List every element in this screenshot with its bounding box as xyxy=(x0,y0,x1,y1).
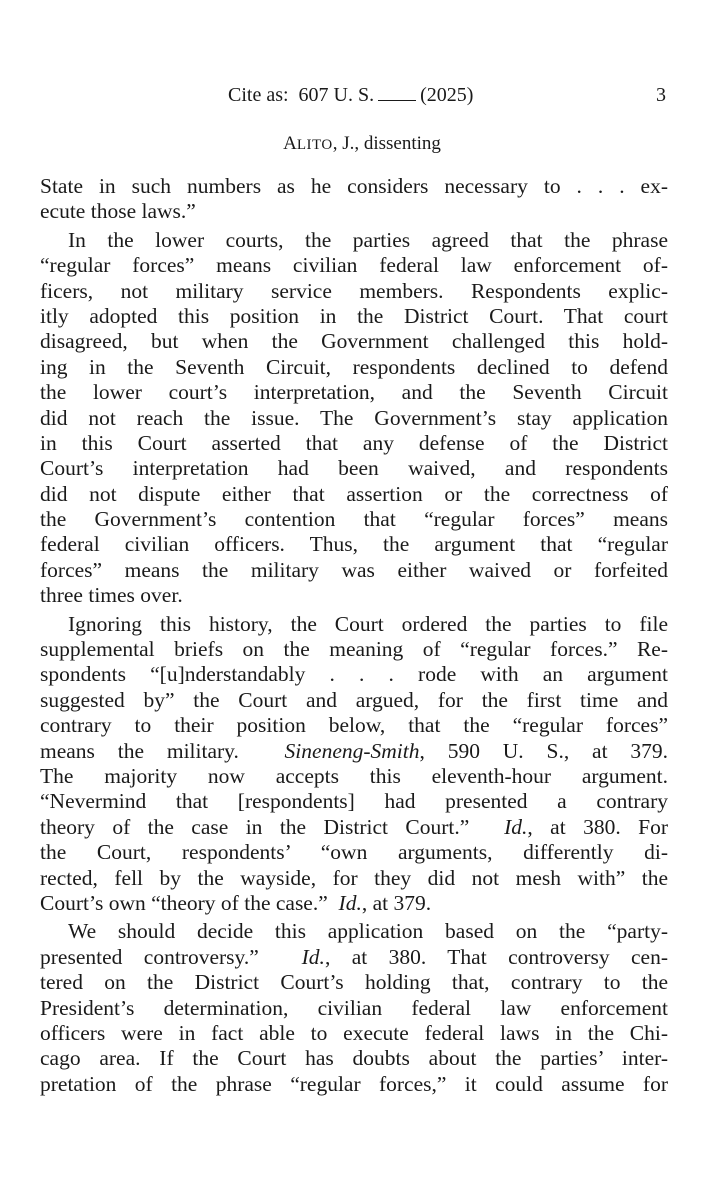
paragraph-4 xyxy=(40,919,668,1097)
paragraph-1 xyxy=(40,174,668,225)
text-line: suggested by” the Court and argued, for the first time and xyxy=(40,687,668,712)
paragraph-2 xyxy=(40,228,668,609)
line-text: presented controversy.” xyxy=(40,944,259,969)
text-line: ecute those laws.” xyxy=(40,199,196,224)
text-line: The majority now accepts this eleventh-hour argument. xyxy=(40,763,668,788)
text-line: “regular forces” means civilian federal law enforcement of- xyxy=(40,253,668,278)
text-line: forces” means the military was either waived or forfeited xyxy=(40,557,668,582)
line-text: theory of the case in the District Court.” xyxy=(40,814,470,839)
author-suffix: , J., dissenting xyxy=(332,133,441,154)
text-line xyxy=(40,739,668,764)
text-line: State in such numbers as he considers necessary to . . . ex- xyxy=(40,174,668,198)
text-line: three times over. xyxy=(40,583,183,608)
page-number: 3 xyxy=(656,84,666,106)
text-line: federal civilian officers. Thus, the argument that “regular xyxy=(40,532,668,557)
citation-pinpoint: , 590 U. S., at 379. xyxy=(419,738,668,763)
text-line: itly adopted this position in the District Court. That court xyxy=(40,303,668,328)
text-line: did not dispute either that assertion or the correctness of xyxy=(40,481,668,506)
text-line: the Government’s contention that “regular forces” means xyxy=(40,507,668,532)
text-line: contrary to their position below, that the “regular forces” xyxy=(40,713,668,738)
running-head xyxy=(0,84,724,114)
id-citation: Id. xyxy=(504,814,528,839)
paragraph-3 xyxy=(40,612,668,917)
text-line: cago area. If the Court has doubts about the parties’ inter- xyxy=(40,1046,668,1071)
text-line: President’s determination, civilian federal law enforcement xyxy=(40,995,668,1020)
text-line: disagreed, but when the Government challenged this hold- xyxy=(40,329,668,354)
citation-pinpoint: , at 380. For xyxy=(527,814,668,839)
text-line: “Nevermind that [respondents] had presented a contrary xyxy=(40,789,668,814)
text-line: Court’s interpretation had been waived, and respondents xyxy=(40,456,668,481)
citation-line xyxy=(228,84,473,107)
text-line: ing in the Seventh Circuit, respondents declined to defend xyxy=(40,354,668,379)
citation-pinpoint: , at 379. xyxy=(361,890,432,915)
text-line: We should decide this application based on the “party- xyxy=(68,919,668,944)
text-line: Ignoring this history, the Court ordered the parties to file xyxy=(68,611,668,636)
cite-year: (2025) xyxy=(420,84,474,106)
cite-prefix: Cite as: 607 U. S. xyxy=(228,84,375,106)
text-line: officers were in fact able to execute federal laws in the Chi- xyxy=(40,1020,668,1045)
text-line: tered on the District Court’s holding that, contrary to the xyxy=(40,970,668,995)
text-line: spondents “[u]nderstandably . . . rode with an argument xyxy=(40,662,668,687)
text-line: In the lower courts, the parties agreed that the phrase xyxy=(68,227,668,252)
text-line: supplemental briefs on the meaning of “regular forces.” Re- xyxy=(40,637,668,662)
text-line xyxy=(40,891,668,916)
text-line: the lower court’s interpretation, and the Seventh Circuit xyxy=(40,380,668,405)
opinion-body xyxy=(40,174,668,1100)
author-name-rest: LITO xyxy=(296,137,333,153)
line-text: Court’s own “theory of the case.” xyxy=(40,890,328,915)
author-heading xyxy=(0,133,724,155)
text-line xyxy=(40,815,668,840)
text-line: did not reach the issue. The Government’s stay application xyxy=(40,405,668,430)
id-citation: Id. xyxy=(338,890,362,915)
case-citation: Sineneng-Smith xyxy=(284,738,420,763)
author-initial: A xyxy=(283,133,297,154)
text-line: rected, fell by the wayside, for they did not mesh with” the xyxy=(40,865,668,890)
text-line: pretation of the phrase “regular forces,” it could assume for xyxy=(40,1071,668,1096)
text-line: in this Court asserted that any defense of the District xyxy=(40,430,668,455)
id-citation: Id. xyxy=(301,944,325,969)
text-line: the Court, respondents’ “own arguments, differently di- xyxy=(40,840,668,865)
line-text: means the military. xyxy=(40,738,239,763)
citation-pinpoint: , at 380. That controversy cen- xyxy=(324,944,668,969)
volume-blank xyxy=(378,84,416,101)
text-line: ficers, not military service members. Respondents explic- xyxy=(40,278,668,303)
text-line xyxy=(40,945,668,970)
